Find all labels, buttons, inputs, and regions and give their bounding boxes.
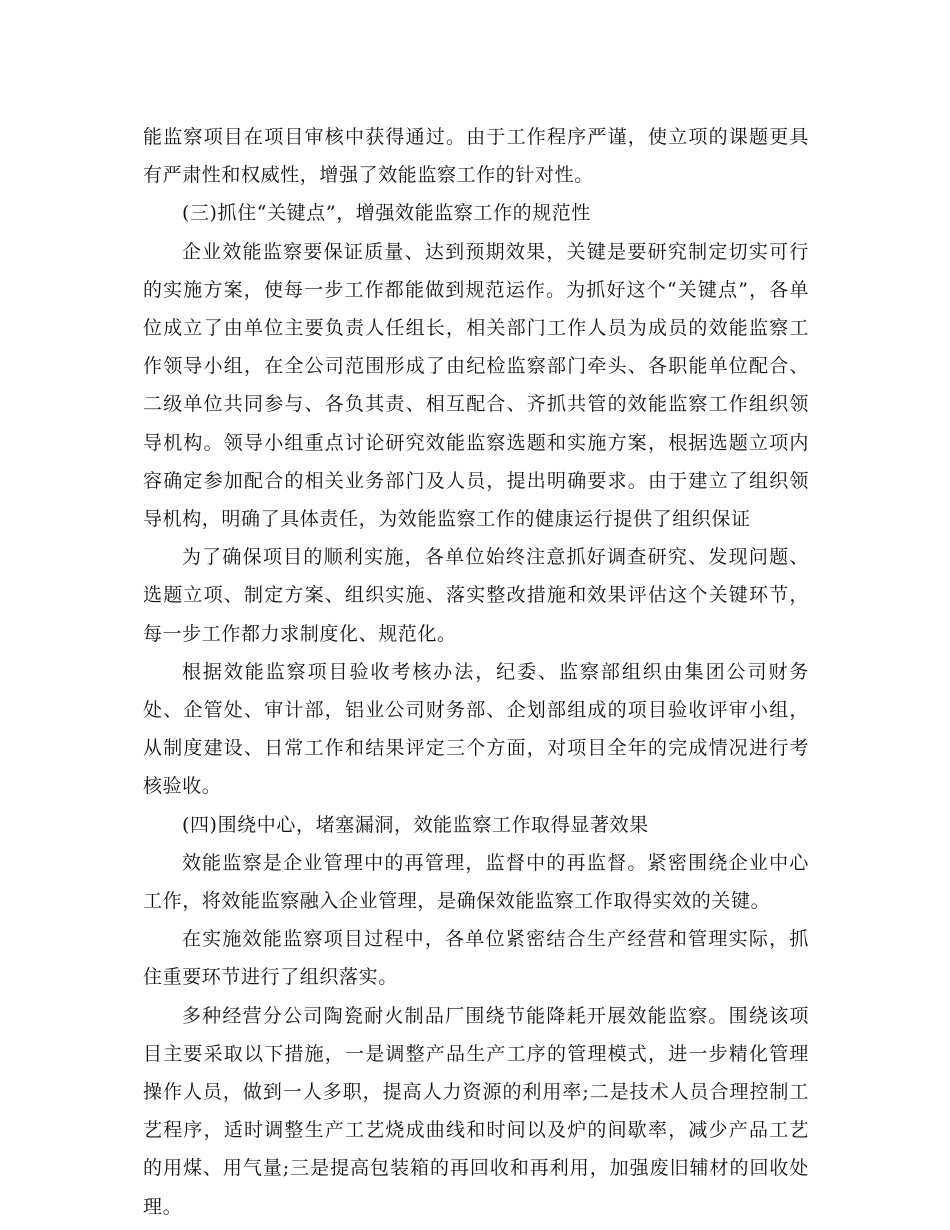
section-heading-3: (三)抓住“关键点”，增强效能监察工作的规范性: [181, 202, 591, 225]
paragraph-continuation: 能监察项目在项目审核中获得通过。由于工作程序严谨，使立项的课题更具有严肃性和权威性，增强了效能监察工作的针对性。: [143, 126, 809, 187]
paragraph: 根据效能监察项目验收考核办法，纪委、监察部组织由集团公司财务处、企管处、审计部，铝业公司财务部、企划部组成的项目验收评审小组，从制度建设、日常工作和结果评定三个方面，对项目全年的完成情况进行考核验收。: [143, 660, 809, 798]
document-body: [143, 118, 809, 1226]
paragraph: 企业效能监察要保证质量、达到预期效果，关键是要研究制定切实可行的实施方案，使每一步工作都能做到规范运作。为抓好这个“关键点”，各单位成立了由单位主要负责人任组长，相关部门工作人员为成员的效能监察工作领导小组，在全公司范围形成了由纪检监察部门牵头、各职能单位配合、二级单位共同参与、各负其责、相互配合、齐抓共管的效能监察工作组织领导机构。领导小组重点讨论研究效能监察选题和实施方案，根据选题立项内容确定参加配合的相关业务部门及人员，提出明确要求。由于建立了组织领导机构，明确了具体责任，为效能监察工作的健康运行提供了组织保证: [143, 240, 809, 531]
paragraph: 多种经营分公司陶瓷耐火制品厂围绕节能降耗开展效能监察。围绕该项目主要采取以下措施，一是调整产品生产工序的管理模式，进一步精化管理操作人员，做到一人多职，提高人力资源的利用率;二是技术人员合理控制工艺程序，适时调整生产工艺烧成曲线和时间以及炉的间歇率，减少产品工艺的用煤、用气量;三是提高包装箱的再回收和再利用，加强废旧辅材的回收处理。: [143, 1004, 809, 1218]
paragraph: 为了确保项目的顺利实施，各单位始终注意抓好调查研究、发现问题、选题立项、制定方案、组织实施、落实整改措施和效果评估这个关键环节，每一步工作都力求制度化、规范化。: [143, 546, 809, 645]
section-heading-4: (四)围绕中心，堵塞漏洞，效能监察工作取得显著效果: [181, 813, 649, 836]
paragraph: 效能监察是企业管理中的再管理，监督中的再监督。紧密围绕企业中心工作，将效能监察融入企业管理，是确保效能监察工作取得实效的关键。: [143, 851, 809, 913]
paragraph: 在实施效能监察项目过程中，各单位紧密结合生产经营和管理实际，抓住重要环节进行了组织落实。: [143, 928, 809, 989]
